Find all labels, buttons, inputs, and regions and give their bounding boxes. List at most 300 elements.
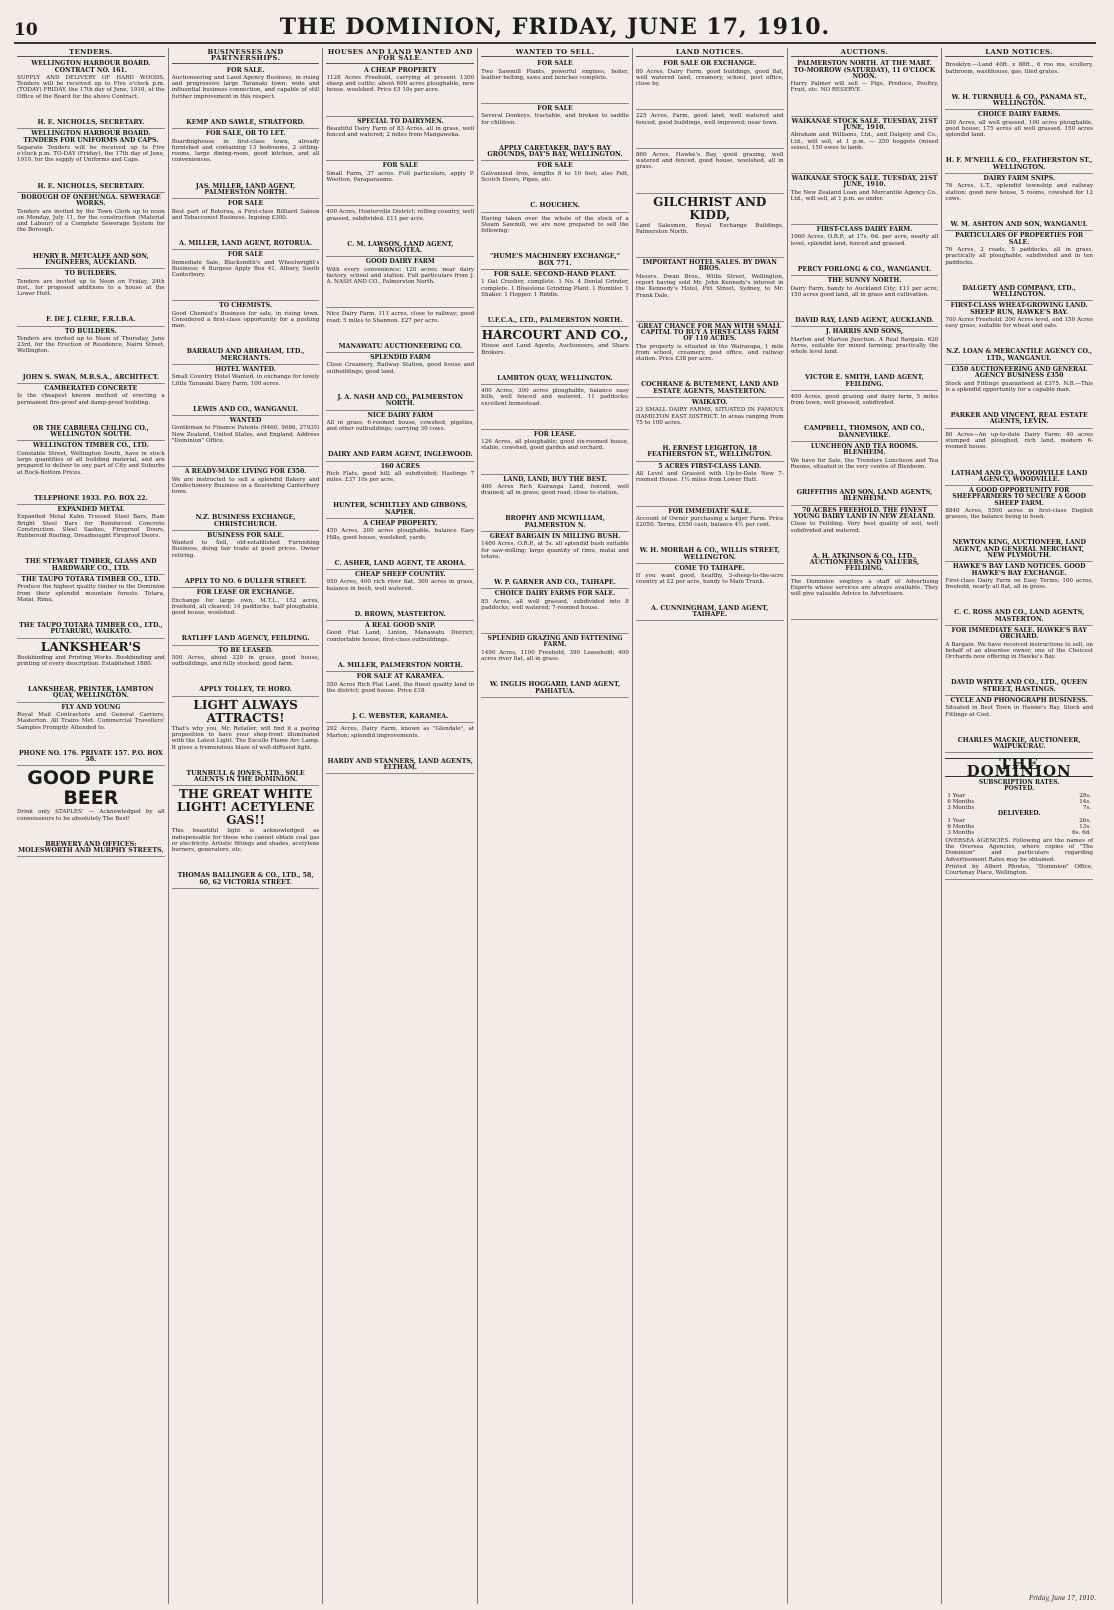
ad-body: 1400 Acres, O.R.P., at 5s. all splendid bush suitable for saw-milling; large quantity of rimu, matai and totara. bbox=[481, 541, 629, 560]
ad-text-lines bbox=[326, 485, 474, 504]
ad-signature: LANKSHEAR, PRINTER, LAMBTON QUAY, WELLINGTON. bbox=[28, 686, 154, 700]
rate-term: 1 Year bbox=[947, 817, 966, 824]
ad-text-lines bbox=[636, 236, 784, 255]
ad-title: FOR IMMEDIATE SALE. bbox=[668, 507, 752, 515]
ad-text-lines bbox=[326, 695, 474, 714]
ad-text-lines bbox=[326, 740, 474, 759]
ad-text-lines bbox=[636, 172, 784, 191]
advertisement bbox=[945, 562, 1093, 626]
ad-body: Stock and Fittings guaranteed at £375. N.B.—This is a splendid opportunity for a capable man. bbox=[945, 380, 1094, 393]
ad-signature: PERCY FORLONG & CO., WANGANUI. bbox=[797, 265, 932, 273]
ad-title: FIRST-CLASS WHEAT-GROWING LAND. SHEEP RUN, HAWKE'S BAY. bbox=[950, 302, 1088, 316]
ad-title: WELLINGTON HARBOUR BOARD. CONTRACT NO. 161. bbox=[31, 60, 151, 74]
ad-title: LAND, LAND, BUY THE BEST. bbox=[503, 475, 607, 483]
ad-body: Having taken over the whole of the stock of a Steam Sawmill, we are now prepared to sell the following: bbox=[481, 215, 629, 235]
ad-title: CAMBERATED CONCRETE bbox=[44, 384, 138, 392]
ad-text-lines bbox=[636, 529, 784, 548]
advertisement bbox=[481, 104, 629, 161]
rate-price: 13s. bbox=[1079, 824, 1092, 831]
ad-body: 23 SMALL DAIRY FARMS, SITUATED IN FAMOUS HAMILTON EAST DISTRICT. In areas ranging from 75 to 100 acres. bbox=[635, 407, 784, 426]
advertisement bbox=[17, 269, 165, 326]
ad-text-lines bbox=[172, 445, 320, 464]
ad-signature: MANAWATU AUCTIONEERING CO. bbox=[338, 342, 463, 350]
ad-signature: W. M. ASHTON AND SON, WANGANUI. bbox=[950, 221, 1088, 229]
ad-title: LANKSHEAR'S bbox=[40, 639, 141, 654]
advertisement bbox=[791, 59, 939, 116]
ad-signature: NEWTON KING, AUCTIONEER, LAND AGENT, AND GENERAL MERCHANT, NEW PLYMOUTH. bbox=[952, 539, 1086, 560]
ad-body: Situated in Best Town in Hawke's Bay. Stock and Fittings at Cost. bbox=[945, 705, 1094, 718]
ad-text-lines bbox=[481, 561, 629, 580]
advertisement bbox=[791, 225, 939, 276]
ad-title: A GOOD OPPORTUNITY FOR SHEEPFARMERS TO SECURE A GOOD SHEEP FARM. bbox=[952, 487, 1087, 507]
advertisement bbox=[945, 429, 1093, 486]
ad-text-lines bbox=[17, 668, 165, 687]
ad-body: All Level and Grassed with Up-to-Date New 7-roomed House. 1½ miles from Lower Hutt. bbox=[635, 471, 784, 484]
ad-body: Harry Palmer will sell — Pigs, Produce, Poultry, Fruit, etc. NO RESERVE. bbox=[790, 81, 939, 94]
ad-text-lines bbox=[326, 140, 474, 159]
ad-signature: RATLIFF LAND AGENCY, FEILDING. bbox=[181, 635, 310, 643]
ad-signature: JAS. MILLER, LAND AGENT, PALMERSTON NORTH. bbox=[195, 182, 296, 196]
ad-signature: J. A. NASH AND CO., PALMERSTON NORTH. bbox=[337, 393, 464, 408]
ad-body: Good Flat Land, Linton, Manawatu District; comfortable house, first-class outbuildings. bbox=[326, 630, 475, 643]
ad-text-lines bbox=[636, 427, 784, 446]
ad-text-lines bbox=[172, 165, 320, 184]
ad-title: FOR LEASE. bbox=[533, 430, 577, 438]
column-heading: WANTED TO SELL. bbox=[481, 48, 629, 57]
ad-title: TO BE LEASED. bbox=[218, 646, 273, 654]
ad-body: Galvanised Iron, lengths 8 to 10 feet; also Felt, Scotch Doors, Pipes, etc. bbox=[481, 170, 629, 184]
ad-text-lines bbox=[17, 356, 165, 375]
ad-title: THE GREAT WHITE LIGHT! ACETYLENE GAS!! bbox=[176, 787, 315, 828]
advertisement bbox=[481, 634, 629, 698]
ad-title: BUSINESS FOR SALE. bbox=[207, 531, 285, 539]
ad-body: Expanded Metal Kahn Trussed Steel Bars, Rain Bright Steel Bars for Reinforced Concrete Construction. Steel Sashes, Fireproof Doors, Rubberoid Roofing, Dreadnought Fireproof Doors. bbox=[17, 514, 165, 540]
ad-body: Wanted to Sell, old-established Furnishing Business, doing fair trade at good prices. Owner retiring. bbox=[171, 540, 320, 559]
ad-signature: J. C. WEBSTER, KARAMEA. bbox=[352, 713, 449, 721]
ad-text-lines bbox=[791, 203, 939, 222]
ad-body: A Bargain. We have received instructions to sell, on behalf of an absentee owner, one of the Choicest Orchards now offering in Hawke's Bay. bbox=[945, 641, 1094, 661]
ad-body: Small Farm, 37 acres. Full particulars, apply P. Wootton, Paraparaumu. bbox=[326, 170, 475, 184]
advertisement bbox=[791, 576, 939, 621]
ad-body: 550 Acres Rich Flat Land, the finest quality land in the district; good house. Price £18. bbox=[326, 681, 475, 694]
advertisement bbox=[326, 672, 474, 723]
ad-signature: DAVID WHYTE AND CO., LTD., QUEEN STREET, HASTINGS. bbox=[951, 679, 1088, 693]
ad-title: TO CHEMISTS. bbox=[219, 302, 272, 310]
ad-title: FOR IMMEDIATE SALE. HAWKE'S BAY ORCHARD. bbox=[951, 627, 1087, 641]
advertisement bbox=[17, 505, 165, 575]
ad-title: A CHEAP PROPERTY. bbox=[363, 520, 438, 527]
ad-body: If you want good, healthy, 3-sheep-to-the-acre country at £2 per acre, handy to Main Trunk. bbox=[635, 573, 784, 586]
ad-text-lines bbox=[481, 235, 629, 254]
delivered-heading: DELIVERED. bbox=[997, 810, 1041, 818]
ad-title: CYCLE AND PHONOGRAPH BUSINESS. bbox=[950, 697, 1088, 705]
rate-term: 3 Months bbox=[947, 830, 975, 837]
ad-title: TO BUILDERS. bbox=[65, 270, 117, 278]
advertisement bbox=[791, 276, 939, 327]
ad-text-lines bbox=[481, 498, 629, 517]
ad-text-lines bbox=[17, 235, 165, 254]
ad-text-lines bbox=[791, 471, 939, 490]
posted-rates bbox=[945, 793, 1093, 812]
ad-text-lines bbox=[17, 101, 165, 120]
column-4 bbox=[478, 48, 633, 1604]
ad-body: 1128 Acres Freehold, carrying at present 1300 sheep and cattle; about 600 acres ploughable, new house, woolshed. Price £5 10s per acre. bbox=[326, 74, 475, 94]
ad-body: Constable Street, Wellington South, have in stock large quantities of all building material, and are prepared to deliver to any part of City and Suburbs at Rock-Bottom Prices. bbox=[17, 450, 165, 476]
ad-title: FOR SALE OR EXCHANGE. bbox=[663, 60, 757, 68]
ad-title: 70 ACRES FREEHOLD. THE FINEST YOUNG DAIRY LAND IN NEW ZEALAND. bbox=[793, 506, 936, 520]
advertisement bbox=[636, 462, 784, 507]
ad-body: Several Donkeys, tractable, and broken to saddle for children. bbox=[481, 113, 629, 126]
ad-body: Bookbinding and Printing Works. Bookbinding and printing of every description. Established 1880. bbox=[17, 654, 165, 667]
ad-text-lines bbox=[791, 299, 939, 318]
ad-text-lines bbox=[945, 662, 1093, 681]
ad-title: BOROUGH OF ONEHUNGA. SEWERAGE WORKS. bbox=[20, 193, 161, 208]
ad-text-lines bbox=[945, 394, 1093, 413]
rate-price: 14s. bbox=[1079, 798, 1092, 805]
ad-title: HARCOURT AND CO., bbox=[481, 328, 629, 343]
advertisement bbox=[945, 59, 1093, 110]
ad-signature: C. C. ROSS AND CO., LAND AGENTS, MASTERTON. bbox=[954, 609, 1085, 623]
ad-body: 450 Acres, 200 acres ploughable, balance Easy Hills, good house, woolshed, yards. bbox=[326, 528, 475, 541]
ad-title: FOR LEASE OR EXCHANGE. bbox=[196, 589, 295, 597]
rate-term: 3 Months bbox=[947, 805, 975, 812]
ad-body: Drink only STAPLES' — Acknowledged by all connoisseurs to be absolutely The Best! bbox=[17, 809, 165, 822]
ad-text-lines bbox=[481, 299, 629, 318]
ad-body: Messrs. Dwan Bros., Willis Street, Wellington, report having sold Mr. John Kennedy's interest in the Kennedy's Hotel, Pitt Street, Sydney, to Mr. Frank Dale. bbox=[635, 273, 784, 299]
ad-body: Immediate Sale, Blacksmith's and Wheelwright's Business; 4 Burgess Apply Box 41, Albury, South Canterbury. bbox=[171, 259, 320, 279]
ad-body: Account of Owner purchasing a larger Farm. Price £2050. Terms, £550 cash, balance 4½ per cent. bbox=[635, 515, 784, 529]
advertisement bbox=[326, 353, 474, 410]
ad-body: 76 Acres, 2 roads, 5 paddocks, all in grass, practically all ploughable, subdivided and in ten paddocks. bbox=[945, 247, 1094, 266]
ad-text-lines bbox=[481, 127, 629, 146]
ad-title: PALMERSTON NORTH. AT THE MART. TO-MORROW (SATURDAY), 11 O'CLOCK NOON. bbox=[793, 60, 936, 80]
advertisement bbox=[481, 327, 629, 385]
masthead bbox=[14, 6, 1096, 44]
advertisement bbox=[636, 149, 784, 194]
ad-title: WAIKATO. bbox=[691, 399, 728, 407]
ad-title: GREAT CHANCE FOR MAN WITH SMALL CAPITAL TO BUY A FIRST-CLASS FARM OF 110 ACRES. bbox=[638, 322, 782, 343]
advertisement bbox=[636, 194, 784, 258]
ad-body: Gentleman to Finance Patents (9460, 9086, 27935) New Zealand, United States, and England. Address "Dominion" Office. bbox=[171, 425, 320, 445]
ad-text-lines bbox=[326, 287, 474, 306]
ad-text-lines bbox=[172, 752, 320, 771]
column-5 bbox=[633, 48, 788, 1604]
ad-signature: "HUME'S MACHINERY EXCHANGE," BOX 771. bbox=[490, 253, 621, 267]
ad-text-lines bbox=[481, 82, 629, 101]
advertisement bbox=[326, 570, 474, 621]
ad-signature: APPLY CARETAKER, DAY'S BAY GROUNDS, DAY'S BAY, WELLINGTON. bbox=[487, 144, 623, 159]
ad-body: Two Sawmill Plants, powerful engines, boiler, leather belting, saws and benches complete. bbox=[481, 68, 629, 81]
ad-text-lines bbox=[945, 203, 1093, 222]
advertisement bbox=[791, 442, 939, 506]
ad-signature: N.Z. LOAN & MERCANTILE AGENCY CO., LTD., WANGANUI. bbox=[946, 348, 1093, 362]
ad-text-lines bbox=[481, 357, 629, 376]
ad-title: FOR SALE bbox=[537, 60, 573, 68]
ad-signature: W. H. TURNBULL & CO., PANAMA ST., WELLINGTON. bbox=[951, 93, 1087, 108]
ad-text-lines bbox=[791, 408, 939, 427]
ad-title: TO BUILDERS. bbox=[65, 327, 117, 335]
ad-title: GILCHRIST AND KIDD, bbox=[653, 194, 767, 222]
rate-term: 6 Months bbox=[947, 798, 975, 805]
ad-title: FOR SALE. bbox=[226, 66, 265, 74]
ad-text-lines bbox=[17, 823, 165, 842]
ad-text-lines bbox=[791, 152, 939, 171]
advertisement bbox=[172, 531, 320, 588]
posted-heading: POSTED. bbox=[1004, 785, 1035, 793]
advertisement bbox=[17, 441, 165, 505]
ad-body: Land Salesmen, Royal Exchange Buildings, Palmerston North. bbox=[635, 222, 784, 235]
advertisement bbox=[481, 532, 629, 589]
ad-text-lines bbox=[481, 408, 629, 427]
ad-body: Tenders are invited up to Noon of Thursday, June 23rd, for the Erection of Residence, Nairn Street, Wellington. bbox=[17, 335, 165, 355]
advertisement bbox=[172, 129, 320, 199]
ad-signature: TURNBULL & JONES, LTD., SOLE AGENTS IN THE DOMINION. bbox=[186, 769, 305, 784]
advertisement bbox=[17, 327, 165, 384]
ad-signature: HUNTER, SCHILTLEY AND GIBBONS, NAPIER. bbox=[333, 502, 468, 516]
ad-body: With every convenience; 120 acres; near dairy factory, school and station. Full particulars from J. A. NASH AND CO., Palmerston North. bbox=[326, 266, 475, 286]
ad-body: We are instructed to sell a splendid Bakery and Confectionery Business in a flourishing Canterbury town. bbox=[171, 476, 320, 496]
column-1 bbox=[14, 48, 169, 1604]
ad-text-lines bbox=[17, 604, 165, 623]
ad-body: Separate Tenders will be received up to Five o'clock p.m. TO-DAY (Friday), the 17th day of June, 1910, for the supply of Uniforms and Caps. bbox=[17, 144, 165, 164]
advertisement bbox=[326, 411, 474, 462]
advertisement bbox=[172, 199, 320, 250]
ad-text-lines bbox=[172, 560, 320, 579]
ad-title: EXPANDED METAL bbox=[57, 506, 125, 513]
ad-body: 8840 Acres, 5500 acres in first-class English grasses, the balance being in bush. bbox=[945, 508, 1094, 521]
ad-signature: N.Z. BUSINESS EXCHANGE, CHRISTCHURCH. bbox=[195, 514, 296, 528]
advertisement bbox=[945, 486, 1093, 562]
ad-body: 1960 Acres, O.R.P., at 17s. 6d. per acre, nearly all level, splendid land, fenced and grassed. bbox=[790, 234, 939, 247]
ad-title: 160 ACRES bbox=[380, 462, 420, 470]
column-7 bbox=[942, 48, 1096, 1604]
ad-body: 85 Acres, all well grassed, subdivided into 8 paddocks; well watered; 7-roomed house. bbox=[481, 598, 629, 611]
ad-title: LUNCHEON AND TEA ROOMS. BLENHEIM. bbox=[810, 443, 919, 457]
ad-title: SPLENDID GRAZING AND FATTENING FARM. bbox=[487, 635, 623, 649]
page-number: 10 bbox=[14, 20, 38, 40]
ad-title: CHOICE DAIRY FARMS FOR SALE. bbox=[494, 590, 616, 598]
ad-text-lines bbox=[945, 719, 1093, 738]
ad-body: Produce the highest quality timber in the Dominion from their splendid mountain forests. Totara, Matai, Rimu. bbox=[17, 584, 165, 603]
ad-title: GREAT BARGAIN IN MILLING BUSH. bbox=[489, 533, 621, 540]
advertisement bbox=[17, 575, 165, 639]
ad-title: FOR SALE, OR TO LET. bbox=[205, 130, 286, 138]
ad-body: 400 Acres, Hunterville District; rolling country, well grassed, subdivided. £11 per acre. bbox=[326, 209, 475, 222]
ad-title: A CHEAP PROPERTY bbox=[363, 66, 437, 74]
ad-signature: H. F. M'NEILL & CO., FEATHERSTON ST., WELLINGTON. bbox=[945, 157, 1093, 171]
advertisement bbox=[481, 59, 629, 104]
imprint: Printed by Albert Rhodes, "Dominion" Office, Courtenay Place, Wellington. bbox=[945, 863, 1094, 877]
column-3 bbox=[323, 48, 478, 1604]
ad-text-lines bbox=[945, 331, 1093, 350]
ad-body: Beautiful Dairy Farm of 83 Acres, all in grass, well fenced and watered; 2 miles from Mangaweka. bbox=[326, 125, 475, 139]
advertisement bbox=[17, 59, 165, 129]
ad-body: House and Land Agents, Auctioneers, and Share Brokers. bbox=[481, 343, 629, 356]
advertisement bbox=[326, 161, 474, 206]
ad-body: 500 Acres, about 220 in grass, good house, outbuildings, and fully stocked; good farm. bbox=[171, 654, 320, 668]
advertisement bbox=[172, 416, 320, 467]
rate-price: 28s. bbox=[1079, 792, 1092, 799]
ad-body: Good Chemist's Business for sale, in rising town. Considered a first-class opportunity for a pushing man. bbox=[171, 310, 320, 330]
ad-text-lines bbox=[636, 485, 784, 504]
rate-price: 26s. bbox=[1079, 817, 1092, 824]
ad-signature: C. M. LAWSON, LAND AGENT, RONGOTEA. bbox=[347, 240, 454, 255]
advertisement bbox=[945, 626, 1093, 696]
ad-title: HAWKE'S BAY LAND NOTICES. GOOD HAWKE'S BAY EXCHANGE. bbox=[952, 563, 1086, 577]
ad-body: 700 Acres Freehold; 200 Acres level, and 150 Acres easy grass, suitable for wheat and oats. bbox=[945, 316, 1094, 330]
column-6 bbox=[788, 48, 943, 1604]
ad-title: LIGHT ALWAYS ATTRACTS! bbox=[193, 697, 298, 725]
ad-body: Boardinghouse in first-class town, already furnished and containing 13 bedrooms, 2 sitting-rooms, large dining-room, good kitchen, and all conveniences. bbox=[171, 138, 320, 164]
ad-signature: TELEPHONE 1933. P.O. BOX 22. bbox=[33, 494, 148, 502]
ad-signature: H. E. NICHOLLS, SECRETARY. bbox=[37, 182, 145, 190]
ad-signature: CAMPBELL, THOMSON, AND CO., DANNEVIRKE. bbox=[804, 425, 925, 439]
ad-body: Rich Flats, good hill; all subdivided; Hastings 7 miles. £37 10s per acre. bbox=[326, 470, 475, 484]
column-2 bbox=[169, 48, 324, 1604]
ad-text-lines bbox=[945, 452, 1093, 471]
ad-title: CHEAP SHEEP COUNTRY. bbox=[355, 571, 446, 579]
ad-body: Exchange for large own, M.T.L., 152 acres, freehold, all cleared; 14 paddocks, half ploughable, good house, woolshed. bbox=[171, 597, 320, 617]
ad-text-lines bbox=[326, 223, 474, 242]
ad-text-lines bbox=[326, 433, 474, 452]
ad-signature: A. MILLER, PALMERSTON NORTH. bbox=[337, 661, 463, 669]
dominion-title: THE DOMINION bbox=[945, 758, 1093, 777]
ad-signature: H. ERNEST LEIGHTON, 18 FEATHERSTON ST., WELLINGTON. bbox=[647, 445, 773, 459]
ad-body: Marton and Marton Junction. A Real Bargain. 620 Acres, suitable for mixed farming; practically the whole level land. bbox=[790, 336, 939, 356]
ad-body: 1490 Acres, 1100 Freehold, 390 Leasehold; 400 acres river flat, all in grass. bbox=[481, 649, 629, 663]
ad-text-lines bbox=[481, 184, 629, 203]
advertisement bbox=[945, 174, 1093, 231]
ad-body: Small Country Hotel Wanted, in exchange for lovely Little Taranaki Dairy Farm, 100 acres. bbox=[171, 374, 320, 387]
ad-body: SUPPLY AND DELIVERY OF HARD WOODS. Tenders will be received up to Five o'clock p.m. (TODAY) FRIDAY, the 17th day of June, 1910, at the Office of the Board for the above Contract. bbox=[17, 74, 165, 100]
ad-body: The Dominion employs a staff of Advertising Experts whose services are always available. They will give valuable Advice to Advertisers. bbox=[790, 578, 939, 598]
ad-title: GOOD DAIRY FARM bbox=[365, 258, 435, 266]
ad-title: CHOICE DAIRY FARMS. bbox=[977, 111, 1061, 119]
ad-title: PARTICULARS OF PROPERTIES FOR SALE. bbox=[955, 232, 1084, 246]
oversea-agencies: OVERSEA AGENCIES. Following are the names of the Oversea Agencies, where copies of "The Dominion" and particulars regarding Advertisement Rates may be obtained. bbox=[945, 837, 1094, 863]
ad-text-lines bbox=[636, 88, 784, 107]
advertisement bbox=[791, 506, 939, 576]
ad-title: WAIKANAE STOCK SALE. TUESDAY, 21ST JUNE, 1910. bbox=[791, 117, 938, 131]
advertisement bbox=[481, 385, 629, 430]
ad-signature: LAMBTON QUAY, WELLINGTON. bbox=[497, 374, 613, 382]
ad-body: Nice Dairy Farm, 111 acres, close to railway; good road; 5 miles to Shannon. £27 per acre. bbox=[326, 311, 475, 324]
ad-title: FIRST-CLASS DAIRY FARM. bbox=[816, 226, 913, 234]
ad-signature: LATHAM AND CO., WOODVILLE LAND AGENCY, WOODVILLE. bbox=[951, 469, 1088, 483]
ad-title: WELLINGTON HARBOUR BOARD. TENDERS FOR UNIFORMS AND CAPS. bbox=[23, 130, 159, 144]
rate-term: 6 Months bbox=[947, 824, 975, 831]
ad-signature: GRIFFITHS AND SON, LAND AGENTS, BLENHEIM. bbox=[796, 489, 933, 503]
advertisement bbox=[326, 519, 474, 570]
ad-signature: DALGETY AND COMPANY, LTD., WELLINGTON. bbox=[962, 284, 1076, 299]
ad-body: 126 Acres, all ploughable; good six-roomed house, stable, cowshed, good garden and orchard. bbox=[481, 439, 629, 452]
ad-text-lines bbox=[172, 222, 320, 241]
advertisement bbox=[636, 398, 784, 462]
ad-signature: KEMP AND SAWLE, STRATFORD. bbox=[186, 118, 305, 126]
advertisement bbox=[945, 696, 1093, 753]
ad-body: 80 Acres—An up-to-date Dairy Farm; 40 acres stumped and ploughed, rich land, modern 6-roomed house. bbox=[945, 431, 1094, 451]
ad-title: WANTED bbox=[229, 417, 262, 425]
ad-text-lines bbox=[945, 267, 1093, 286]
ad-signature: CHARLES MACKIE, AUCTIONEER, WAIPUKURAU. bbox=[957, 736, 1081, 751]
column-heading: AUCTIONS. bbox=[791, 48, 939, 57]
advertisement bbox=[636, 507, 784, 564]
advertisement bbox=[636, 322, 784, 398]
ad-body: 292 Acres, Dairy Farm, known as "Glendale", at Marton; splendid improvements. bbox=[326, 726, 475, 739]
advertisement bbox=[172, 467, 320, 531]
ad-title: J. HARRIS AND SONS, bbox=[825, 328, 903, 336]
advertisement bbox=[172, 250, 320, 301]
ad-signature: BREWERY AND OFFICES: MOLESWORTH AND MURPHY STREETS. bbox=[18, 840, 164, 855]
ad-text-lines bbox=[636, 127, 784, 146]
ad-text-lines bbox=[945, 140, 1093, 159]
ad-text-lines bbox=[945, 592, 1093, 611]
ad-signature: JOHN S. SWAN, M.B.S.A., ARCHITECT. bbox=[22, 373, 159, 381]
advertisement bbox=[945, 110, 1093, 174]
ad-body: 860 Acres, Hawke's Bay, good grazing, well watered and fenced, good house, woolshed, all in grass. bbox=[635, 151, 784, 171]
ad-signature: C. HOUCHEN. bbox=[530, 202, 580, 210]
ad-text-lines bbox=[636, 587, 784, 606]
advertisement bbox=[481, 161, 629, 212]
ad-text-lines bbox=[791, 535, 939, 554]
ad-signature: C. ASHER, LAND AGENT, TE AROHA. bbox=[334, 559, 466, 567]
delivered-rates bbox=[945, 818, 1093, 837]
ad-text-lines bbox=[17, 732, 165, 751]
advertisement bbox=[17, 766, 165, 857]
ad-signature: COCHRANE & BUTEMENT, LAND AND ESTATE AGENTS, MASTERTON. bbox=[641, 381, 779, 395]
ad-body: Brooklyn.—Land 40ft. x 88ft., 6 roo ms, scullery, bathroom, washhouse, gas, tiled grates. bbox=[945, 62, 1094, 75]
advertisement bbox=[172, 786, 320, 889]
advertisement bbox=[172, 697, 320, 787]
ad-body: Auctioneering and Land Agency Business, in rising and progressive large Taranaki town; wide and influential business connection, and capable of still further improvement in this respect. bbox=[171, 74, 320, 100]
advertisement bbox=[636, 110, 784, 148]
ad-title: FOR SALE AT KARAMEA. bbox=[356, 673, 444, 681]
ad-text-lines bbox=[17, 540, 165, 559]
ad-title: SPLENDID FARM bbox=[370, 354, 431, 362]
advertisement bbox=[481, 213, 629, 270]
ad-title: A READY-MADE LIVING FOR £350. bbox=[184, 468, 307, 476]
ad-text-lines bbox=[172, 388, 320, 407]
advertisement bbox=[172, 301, 320, 365]
ad-title: DAIRY FARM SNIPS. bbox=[983, 175, 1055, 183]
ad-text-lines bbox=[17, 298, 165, 317]
ad-text-lines bbox=[172, 855, 320, 874]
advertisement bbox=[172, 588, 320, 645]
ad-text-lines bbox=[172, 331, 320, 350]
ad-body: The New Zealand Loan and Mercantile Agency Co., Ltd., will sell, at 1 p.m. as under. bbox=[790, 189, 939, 202]
ad-text-lines bbox=[481, 453, 629, 472]
newspaper-title: THE DOMINION, FRIDAY, JUNE 17, 1910. bbox=[279, 14, 831, 40]
ad-body: 400 Acres, good grazing and dairy farm, 5 miles from town, well grassed, subdivided. bbox=[790, 393, 939, 407]
ad-text-lines bbox=[481, 612, 629, 631]
ad-text-lines bbox=[172, 617, 320, 636]
ad-signature: F. DE J. CLERE, F.R.I.B.A. bbox=[46, 316, 136, 324]
ad-text-lines bbox=[791, 248, 939, 267]
advertisement bbox=[791, 117, 939, 174]
advertisement bbox=[326, 66, 474, 117]
advertisement bbox=[17, 129, 165, 193]
ad-title: WELLINGTON TIMBER CO., LTD. bbox=[32, 442, 149, 450]
ad-body: Best part of Rotorua, a First-class Billiard Saloon and Tobacconist Business. Ingoing £300. bbox=[171, 208, 320, 221]
ad-text-lines bbox=[945, 76, 1093, 95]
ad-title: THE TAUPO TOTARA TIMBER CO., LTD. bbox=[21, 575, 161, 583]
advertisement bbox=[945, 365, 1093, 429]
ad-body: Tenders are invited by the Town Clerk up to noon on Monday, July 11, for the construction (Material and Labour) of a Complete Sewerage System for the Borough. bbox=[17, 208, 165, 234]
ad-signature: W. INGLIS HOGGARD, LAND AGENT, PAHIATUA. bbox=[489, 681, 621, 695]
ad-text-lines bbox=[326, 184, 474, 203]
ad-signature: DAIRY AND FARM AGENT, INGLEWOOD. bbox=[327, 451, 473, 459]
print-date: Friday, June 17, 1910. bbox=[1029, 1595, 1096, 1602]
